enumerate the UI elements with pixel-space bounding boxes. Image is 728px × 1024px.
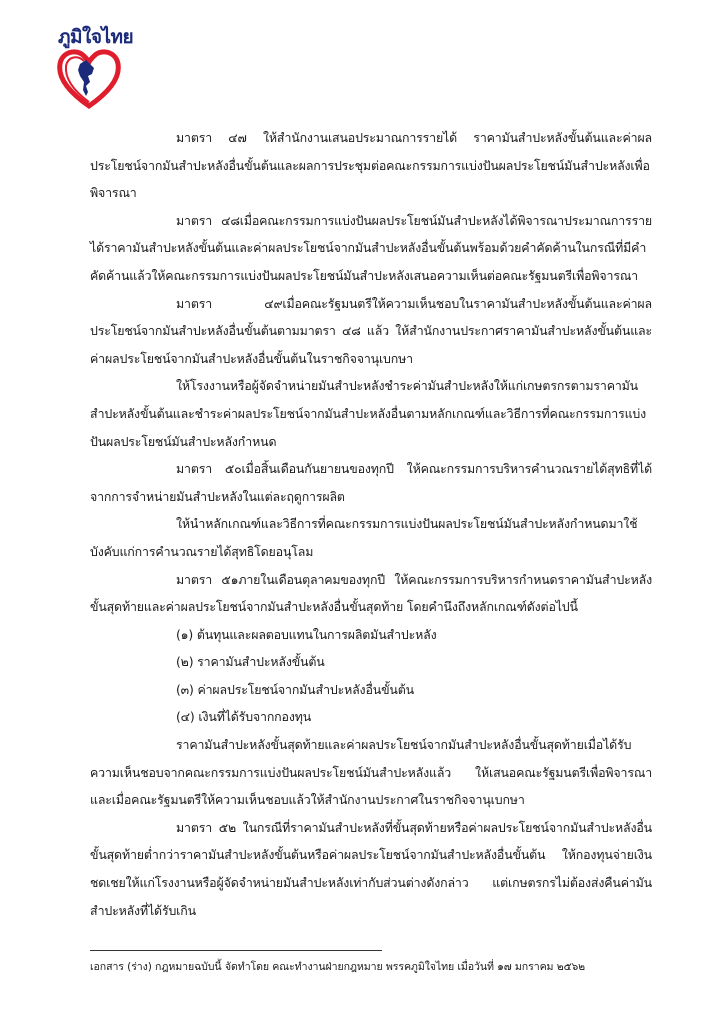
list-item: (๓) ค่าผลประโยชน์จากมันสำปะหลังอื่นขั้นต้น [176,681,414,697]
paragraph-section-50: มาตรา ๕๐เมื่อสิ้นเดือนกันยายนของทุกปี ให้คณะกรรมการบริหารคำนวณรายได้สุทธิที่ได้จากการจำหน่ายมันสำปะหลังในแต่ละฤดูการผลิต [90,461,652,504]
footnote-separator [90,950,382,951]
document-body [90,124,652,924]
paragraph-section-47: มาตรา ๔๗ ให้สำนักงานเสนอประมาณการรายได้ ราคามันสำปะหลังขั้นต้นและค่าผลประโยชน์จากมันสำปะหลังอื่นขั้นต้นและผลการประชุมต่อคณะกรรมการแบ่งปันผลประโยชน์มันสำปะหลังเพื่อพิจารณา [90,130,652,201]
paragraph-section-49: มาตรา ๔๙เมื่อคณะรัฐมนตรีให้ความเห็นชอบในราคามันสำปะหลังขั้นต้นและค่าผลประโยชน์จากมันสำปะหลังอื่นขั้นต้นตามมาตรา ๔๘ แล้ว ให้สำนักงานประกาศราคามันสำปะหลังขั้นต้นและค่าผลประโยชน์จากมันสำปะหลังอื่นขั้นต้นในราชกิจจานุเบกษา [90,295,652,366]
list-item: (๒) ราคามันสำปะหลังขั้นต้น [176,654,325,670]
paragraph-payment: ให้โรงงานหรือผู้จัดจำหน่ายมันสำปะหลังชำระค่ามันสำปะหลังให้แก่เกษตรกรตามราคามันสำปะหลังขั้นต้นและชำระค่าผลประโยชน์จากมันสำปะหลังอื่นตามหลักเกณฑ์และวิธีการที่คณะกรรมการแบ่งปันผลประโยชน์มันสำปะหลังกำหนด [90,378,647,449]
paragraph-section-52: มาตรา ๕๒ ในกรณีที่ราคามันสำปะหลังที่ขั้นสุดท้ายหรือค่าผลประโยชน์จากมันสำปะหลังอื่นขั้นสุดท้ายต่ำกว่าราคามันสำปะหลังขั้นต้นหรือค่าผลประโยชน์จากมันสำปะหลังอื่นขั้นต้น ให้กองทุนจ่ายเงินชดเชยให้แก่โรงงานหรือผู้จัดจำหน่ายมันสำปะหลังเท่ากับส่วนต่างดังกล่าว แต่เกษตรกรไม่ต้องส่งคืนค่ามันสำปะหลังที่ได้รับเกิน [90,819,652,918]
heart-map-icon [56,46,122,110]
party-logo [52,22,134,110]
list-item: (๑) ต้นทุนและผลตอบแทนในการผลิตมันสำปะหลัง [176,626,437,642]
paragraph-section-51: มาตรา ๕๑ภายในเดือนตุลาคมของทุกปี ให้คณะกรรมการบริหารกำหนดราคามันสำปะหลังขั้นสุดท้ายและค่าผลประโยชน์จากมันสำปะหลังอื่นขั้นสุดท้าย โดยคำนึงถึงหลักเกณฑ์ดังต่อไปนี้ [90,571,652,615]
list-item: (๔) เงินที่ได้รับจากกองทุน [176,709,312,725]
paragraph-net-income-rule: ให้นำหลักเกณฑ์และวิธีการที่คณะกรรมการแบ่งปันผลประโยชน์มันสำปะหลังกำหนดมาใช้บังคับแก่การคำนวณรายได้สุทธิโดยอนุโลม [90,516,638,559]
logo-text: ภูมิใจไทย [58,26,134,48]
paragraph-final-price: ราคามันสำปะหลังขั้นสุดท้ายและค่าผลประโยชน์จากมันสำปะหลังอื่นขั้นสุดท้ายเมื่อได้รับความเห็นชอบจากคณะกรรมการแบ่งปันผลประโยชน์มันสำปะหลังแล้ว ให้เสนอคณะรัฐมนตรีเพื่อพิจารณาและเมื่อคณะรัฐมนตรีให้ความเห็นชอบแล้วให้สำนักงานประกาศในราชกิจจานุเบกษา [90,737,652,808]
footnote: เอกสาร (ร่าง) กฎหมายฉบับนี้ จัดทำโดย คณะทำงานฝ่ายกฎหมาย พรรคภูมิใจไทย เมื่อวันที่ ๑๗ มกราคม ๒๕๖๒ [90,961,586,973]
paragraph-section-48: มาตรา ๔๘เมื่อคณะกรรมการแบ่งปันผลประโยชน์มันสำปะหลังได้พิจารณาประมาณการรายได้ราคามันสำปะหลังขั้นต้นและค่าผลประโยชน์จากมันสำปะหลังอื่นขั้นต้นพร้อมด้วยคำคัดค้านในกรณีที่มีคำคัดค้านแล้วให้คณะกรรมการแบ่งปันผลประโยชน์มันสำปะหลังเสนอความเห็นต่อคณะรัฐมนตรีเพื่อพิจารณา [90,212,652,283]
